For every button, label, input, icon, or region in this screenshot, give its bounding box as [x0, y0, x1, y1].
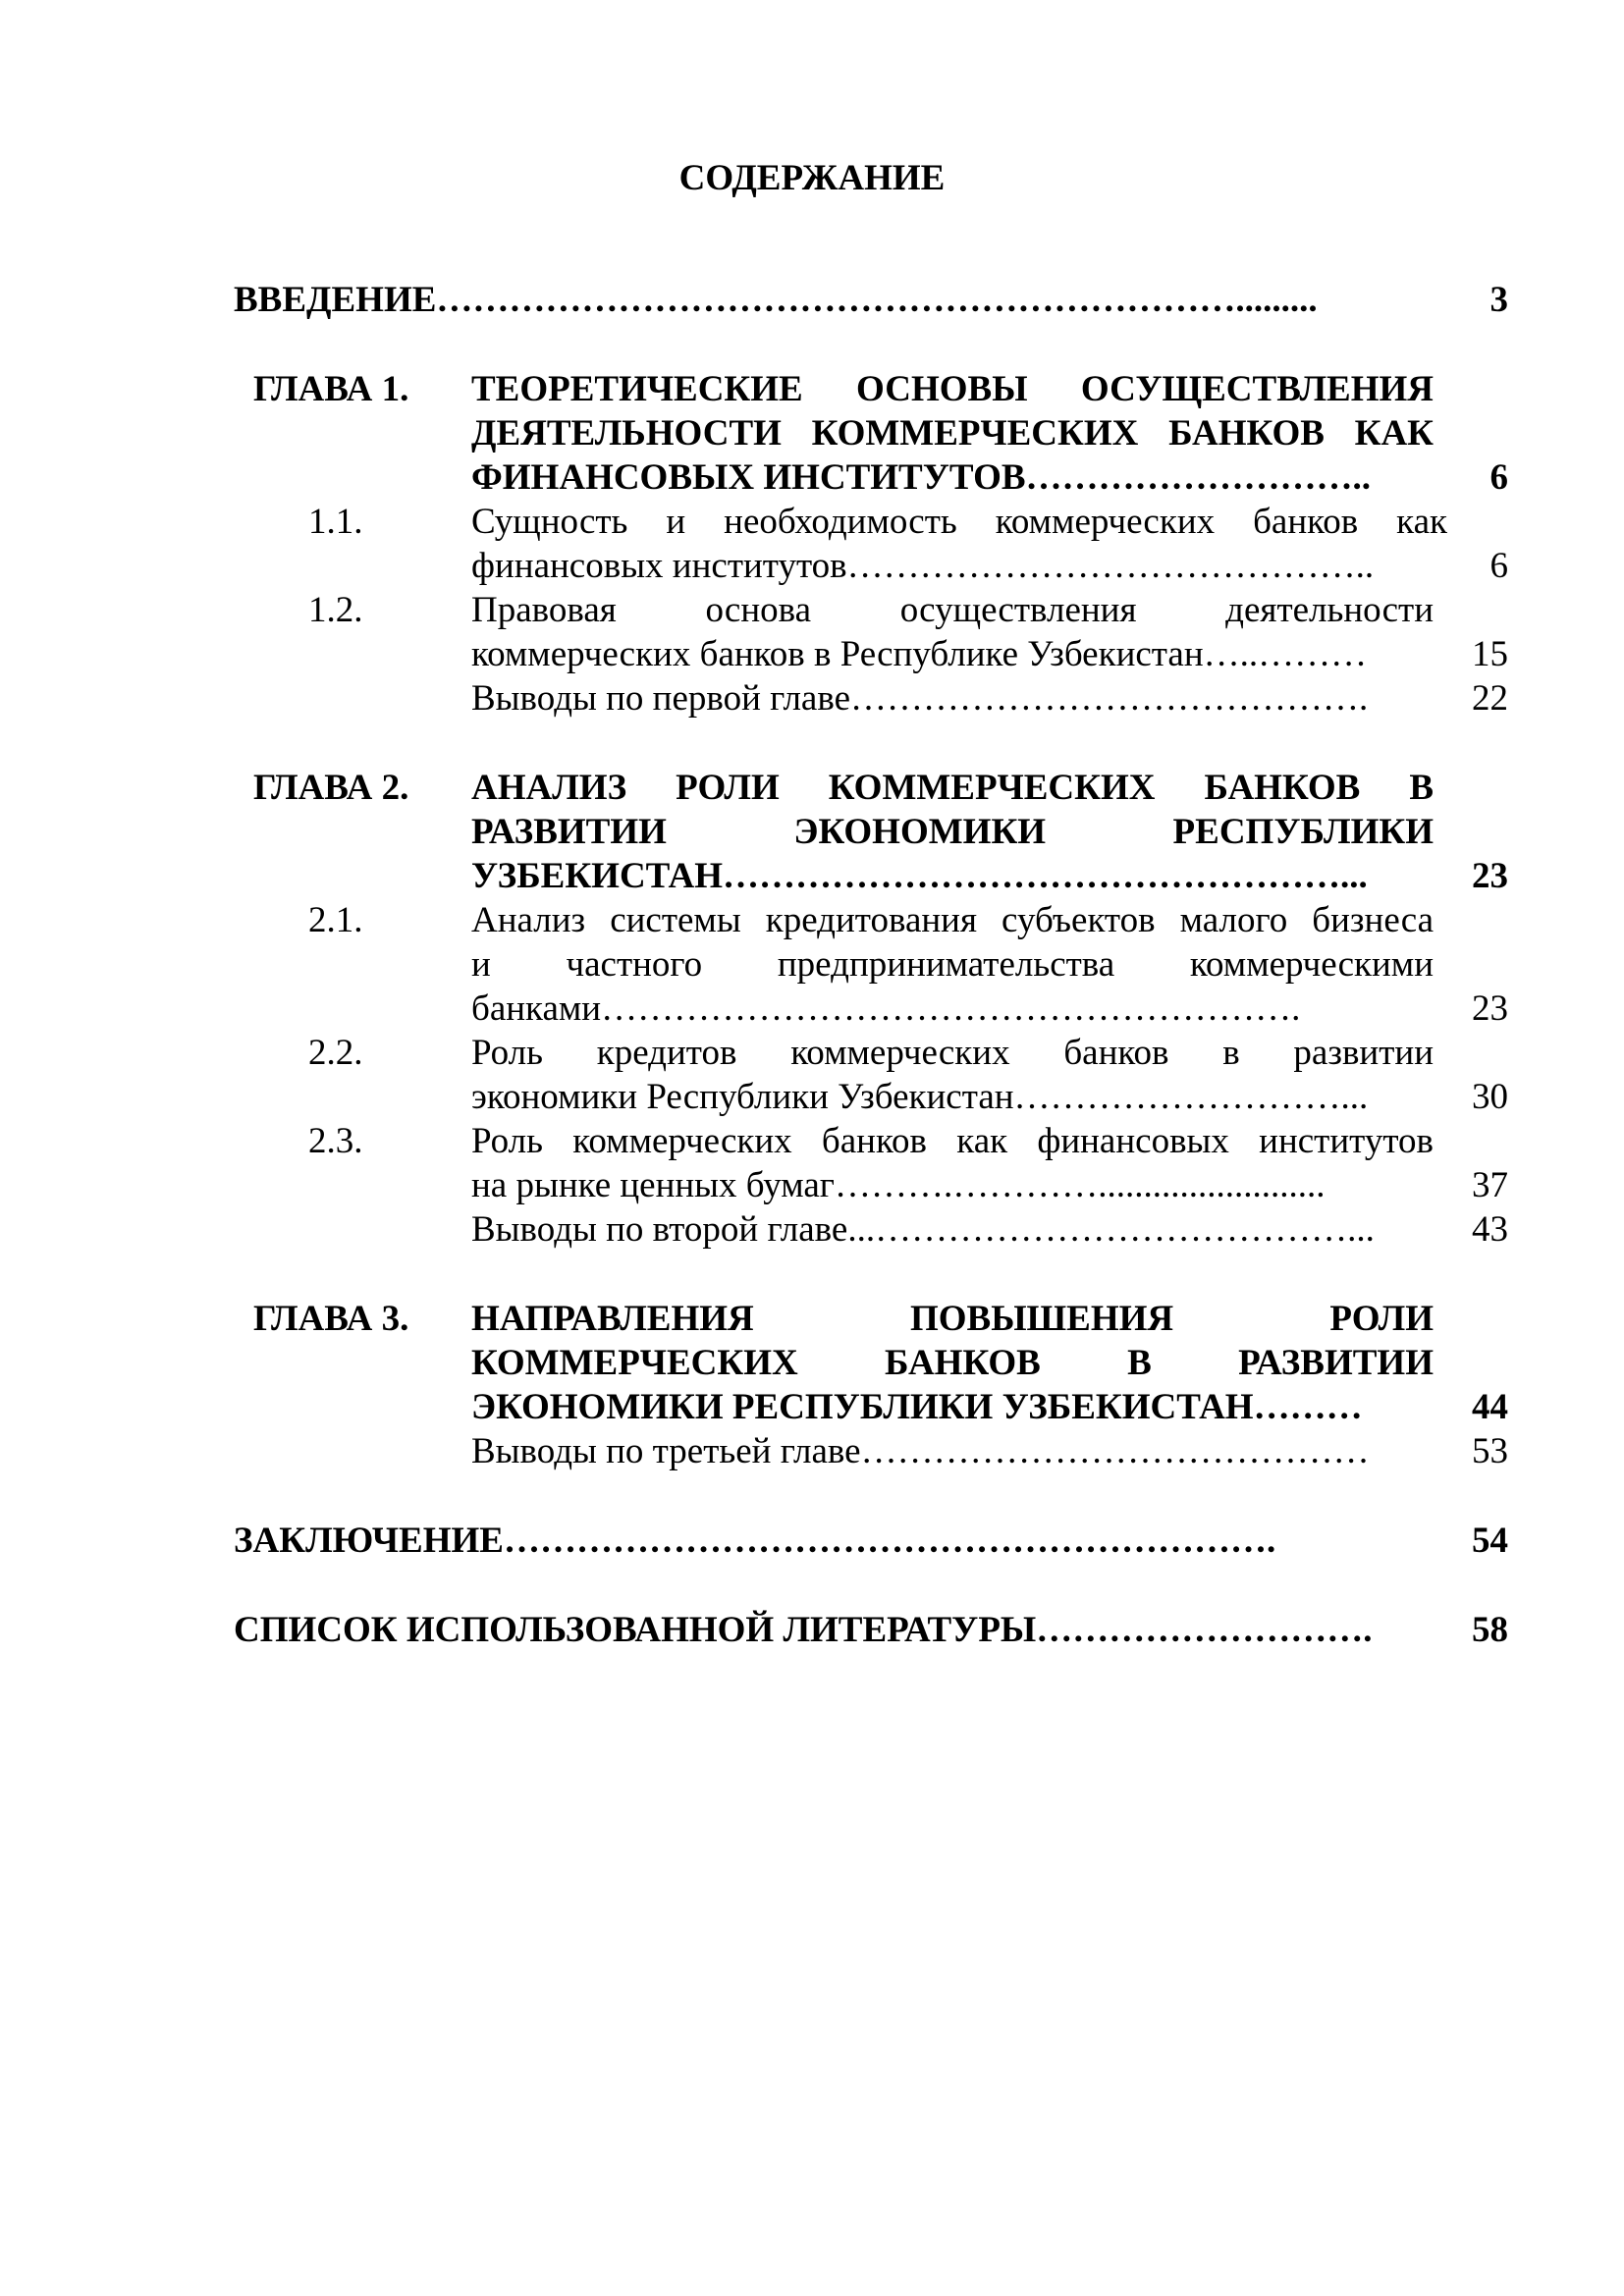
toc-references-page: 58 — [1472, 1610, 1508, 1650]
section-page: 53 — [1472, 1431, 1508, 1471]
toc-conclusion: ЗАКЛЮЧЕНИЕ………………………………………………………. — [234, 1521, 1276, 1561]
section-number: 2.2. — [308, 1033, 363, 1073]
section-number: 2.1. — [308, 900, 363, 940]
section-title-line: банками…………………………………………………. — [471, 988, 1301, 1029]
section-page: 15 — [1472, 634, 1508, 674]
toc-conclusion-page: 54 — [1472, 1521, 1508, 1561]
chapter1-label: ГЛАВА 1. — [253, 369, 409, 409]
chapter3-page: 44 — [1472, 1387, 1508, 1427]
section-title-line: Роль кредитов коммерческих банков в развитии — [471, 1033, 1434, 1073]
section-page: 6 — [1489, 546, 1508, 586]
chapter3-title-line: НАПРАВЛЕНИЯ ПОВЫШЕНИЯ РОЛИ — [471, 1299, 1434, 1339]
section-number: 2.3. — [308, 1121, 363, 1161]
section-title-line: Роль коммерческих банков как финансовых институтов — [471, 1121, 1434, 1161]
section-title-line: коммерческих банков в Республике Узбекистан…..……… — [471, 634, 1368, 674]
section-page: 43 — [1472, 1209, 1508, 1250]
chapter2-label: ГЛАВА 2. — [253, 768, 409, 808]
chapter2-title-line: УЗБЕКИСТАН……………………………………………... — [471, 856, 1368, 896]
chapter1-title-line: ФИНАНСОВЫХ ИНСТИТУТОВ……………………….. — [471, 457, 1372, 498]
section-title-line: экономики Республики Узбекистан………………………... — [471, 1077, 1369, 1117]
chapter1-title-line: ДЕЯТЕЛЬНОСТИ КОММЕРЧЕСКИХ БАНКОВ КАК — [471, 413, 1434, 454]
chapter2-page: 23 — [1472, 856, 1508, 896]
section-number: 1.2. — [308, 590, 363, 630]
section-title-line: финансовых институтов…………………………………….. — [471, 546, 1375, 586]
section-page: 23 — [1472, 988, 1508, 1029]
toc-intro-page: 3 — [1489, 280, 1508, 320]
section-page: 22 — [1472, 678, 1508, 719]
chapter3-label: ГЛАВА 3. — [253, 1299, 409, 1339]
section-title-line: на рынке ценных бумаг……….…………......................... — [471, 1165, 1326, 1205]
page-title: СОДЕРЖАНИЕ — [678, 158, 946, 198]
toc-intro: ВВЕДЕНИЕ…………………………………………………………......... — [234, 280, 1318, 320]
section-title-line: Анализ системы кредитования субъектов малого бизнеса — [471, 900, 1434, 940]
section-title-line: Правовая основа осуществления деятельности — [471, 590, 1434, 630]
chapter3-title-line: ЭКОНОМИКИ РЕСПУБЛИКИ УЗБЕКИСТАН……… — [471, 1387, 1363, 1427]
chapter2-title-line: АНАЛИЗ РОЛИ КОММЕРЧЕСКИХ БАНКОВ В — [471, 768, 1434, 808]
section-title-line: Сущность и необходимость коммерческих банков как — [471, 502, 1447, 542]
section-page: 30 — [1472, 1077, 1508, 1117]
toc-references: СПИСОК ИСПОЛЬЗОВАННОЙ ЛИТЕРАТУРЫ………………………. — [234, 1610, 1373, 1650]
section-title-line: Выводы по третьей главе…………………………………… — [471, 1431, 1370, 1471]
chapter2-title-line: РАЗВИТИИ ЭКОНОМИКИ РЕСПУБЛИКИ — [471, 812, 1434, 852]
section-title-line: и частного предпринимательства коммерческими — [471, 944, 1434, 985]
section-title-line: Выводы по первой главе……………………………………. — [471, 678, 1369, 719]
chapter1-title-line: ТЕОРЕТИЧЕСКИЕ ОСНОВЫ ОСУЩЕСТВЛЕНИЯ — [471, 369, 1434, 409]
section-number: 1.1. — [308, 502, 363, 542]
section-title-line: Выводы по второй главе...…………………………………... — [471, 1209, 1375, 1250]
section-page: 37 — [1472, 1165, 1508, 1205]
chapter3-title-line: КОММЕРЧЕСКИХ БАНКОВ В РАЗВИТИИ — [471, 1343, 1434, 1383]
chapter1-page: 6 — [1489, 457, 1508, 498]
